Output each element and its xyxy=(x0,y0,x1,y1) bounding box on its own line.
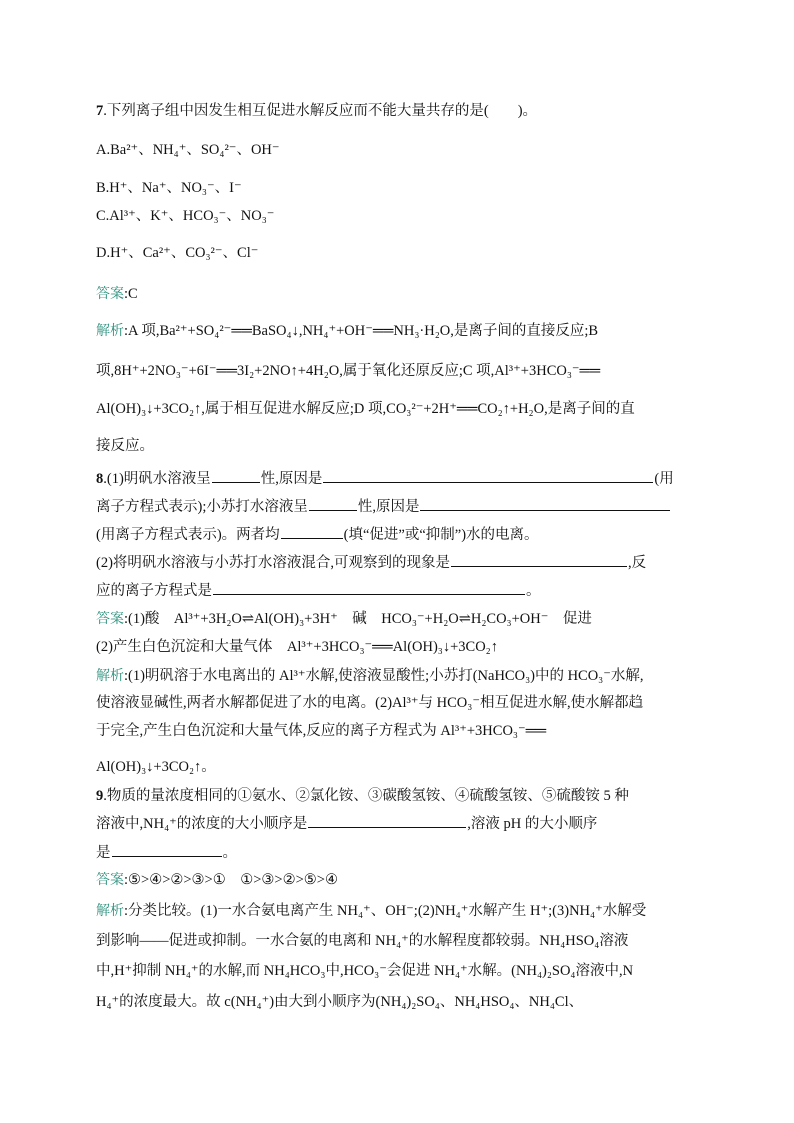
analysis-label: 解析 xyxy=(96,323,124,339)
q7-analysis-line-4: 接反应。 xyxy=(96,438,154,454)
q8-blank-7[interactable] xyxy=(213,580,525,595)
q8-answer-line-1 xyxy=(96,609,592,629)
analysis-label: 解析 xyxy=(96,903,124,919)
q8-answer-line-2: (2)产生白色沉淀和大量气体 Al³⁺+3HCO₃⁻══Al(OH)₃↓+3CO₂↑ xyxy=(96,639,498,655)
q8-text-3a: (用离子方程式表示)。两者均 xyxy=(96,527,280,543)
q9-text-3b: 。 xyxy=(222,845,237,861)
q8-text-1a: .(1)明矾水溶液呈 xyxy=(103,471,211,487)
q9-text-1: .物质的量浓度相同的①氨水、②氯化铵、③碳酸氢铵、④硫酸氢铵、⑤硫酸铵 5 种 xyxy=(103,788,629,804)
q8-blank-4[interactable] xyxy=(420,496,670,511)
q8-line-5 xyxy=(96,580,541,601)
q7-option-d: D.H⁺、Ca²⁺、CO₃²⁻、Cl⁻ xyxy=(96,245,259,261)
analysis-label: 解析 xyxy=(96,668,124,684)
q7-analysis-line-1 xyxy=(96,321,598,341)
q8-line-3 xyxy=(96,524,539,545)
q8-text-5a: 应的离子方程式是 xyxy=(96,583,212,599)
q8-text-2a: 离子方程式表示);小苏打水溶液呈 xyxy=(96,499,308,515)
answer-label: 答案 xyxy=(96,611,124,627)
q8-blank-3[interactable] xyxy=(309,496,357,511)
q8-text-1b: 性,原因是 xyxy=(260,471,323,487)
q8-blank-1[interactable] xyxy=(212,468,260,483)
q8-analysis-text-1: :(1)明矾溶于水电离出的 Al³⁺水解,使溶液显酸性;小苏打(NaHCO₃)中的 HCO₃⁻水解, xyxy=(124,668,644,684)
q8-text-1c: (用 xyxy=(654,471,674,487)
q9-blank-2[interactable] xyxy=(112,842,222,857)
q8-line-4 xyxy=(96,552,646,573)
q7-option-a: A.Ba²⁺、NH₄⁺、SO₄²⁻、OH⁻ xyxy=(96,142,280,158)
q7-analysis-line-3: Al(OH)₃↓+3CO₂↑,属于相互促进水解反应;D 项,CO₃²⁻+2H⁺══CO₂↑+H₂O,是离子间的直 xyxy=(96,401,635,417)
q8-text-4a: (2)将明矾水溶液与小苏打水溶液混合,可观察到的现象是 xyxy=(96,555,451,571)
q9-line-3 xyxy=(96,842,237,863)
q9-blank-1[interactable] xyxy=(308,813,466,828)
q8-blank-6[interactable] xyxy=(451,552,627,567)
q9-analysis-line-3: 中,H⁺抑制 NH₄⁺的水解,而 NH₄HCO₃中,HCO₃⁻会促进 NH₄⁺水解。(NH₄)₂SO₄溶液中,N xyxy=(96,963,634,979)
q8-analysis-line-3: 于完全,产生白色沉淀和大量气体,反应的离子方程式为 Al³⁺+3HCO₃⁻══ xyxy=(96,723,547,739)
q8-text-3b: (填“促进”或“抑制”)水的电离。 xyxy=(343,527,539,543)
q9-line-2 xyxy=(96,813,597,834)
q8-answer-text-1: :(1)酸 Al³⁺+3H₂O⇌Al(OH)₃+3H⁺ 碱 HCO₃⁻+H₂O⇌H₂CO₃+OH⁻ 促进 xyxy=(124,611,592,627)
q7-option-b: B.H⁺、Na⁺、NO₃⁻、I⁻ xyxy=(96,180,242,196)
q8-analysis-line-1 xyxy=(96,666,644,686)
q7-number: 7 xyxy=(96,103,104,119)
q8-analysis-line-2: 使溶液显碱性,两者水解都促进了水的电离。(2)Al³⁺与 HCO₃⁻相互促进水解,使水解都趋 xyxy=(96,695,644,711)
q8-line-1 xyxy=(96,468,674,489)
answer-label: 答案 xyxy=(96,286,124,302)
q9-analysis-line-2: 到影响——促进或抑制。一水合氨的电离和 NH₄⁺的水解程度都较弱。NH₄HSO₄溶液 xyxy=(96,933,629,949)
q7-answer-text: :C xyxy=(124,286,138,302)
q8-text-4b: ,反 xyxy=(628,555,647,571)
q8-line-2 xyxy=(96,496,671,517)
q9-analysis-line-4: H₄⁺的浓度最大。故 c(NH₄⁺)由大到小顺序为(NH₄)₂SO₄、NH₄HSO₄、NH₄Cl、 xyxy=(96,994,584,1010)
q8-blank-2[interactable] xyxy=(323,468,653,483)
q9-answer-text: :⑤>④>②>③>① ①>③>②>⑤>④ xyxy=(124,872,338,888)
q9-analysis-text-1: :分类比较。(1)一水合氨电离产生 NH₄⁺、OH⁻;(2)NH₄⁺水解产生 H⁺;(3)NH₄⁺水解受 xyxy=(124,903,647,919)
q7-stem xyxy=(96,101,537,121)
answer-label: 答案 xyxy=(96,872,124,888)
q7-option-c: C.Al³⁺、K⁺、HCO₃⁻、NO₃⁻ xyxy=(96,208,275,224)
q9-text-3a: 是 xyxy=(96,845,111,861)
q9-number: 9 xyxy=(96,788,104,804)
q7-analysis-line-2: 项,8H⁺+2NO₃⁻+6I⁻══3I₂+2NO↑+4H₂O,属于氧化还原反应;C 项,Al³⁺+3HCO₃⁻══ xyxy=(96,363,601,379)
q9-line-1 xyxy=(96,786,629,806)
q8-text-2b: 性,原因是 xyxy=(357,499,420,515)
q9-text-2a: 溶液中,NH₄⁺的浓度的大小顺序是 xyxy=(96,816,308,832)
q7-answer xyxy=(96,284,138,304)
q8-blank-5[interactable] xyxy=(281,524,343,539)
q9-analysis-line-1 xyxy=(96,901,646,921)
q8-number: 8 xyxy=(96,471,104,487)
q9-text-2b: ,溶液 pH 的大小顺序 xyxy=(467,816,598,832)
q7-stem-text: .下列离子组中因发生相互促进水解反应而不能大量共存的是( )。 xyxy=(103,103,538,119)
q7-analysis-text-1: :A 项,Ba²⁺+SO₄²⁻══BaSO₄↓,NH₄⁺+OH⁻══NH₃·H₂O,是离子间的直接反应;B xyxy=(124,323,599,339)
q8-analysis-line-4: Al(OH)₃↓+3CO₂↑。 xyxy=(96,759,216,775)
q9-answer xyxy=(96,870,338,890)
q8-text-5b: 。 xyxy=(526,583,541,599)
